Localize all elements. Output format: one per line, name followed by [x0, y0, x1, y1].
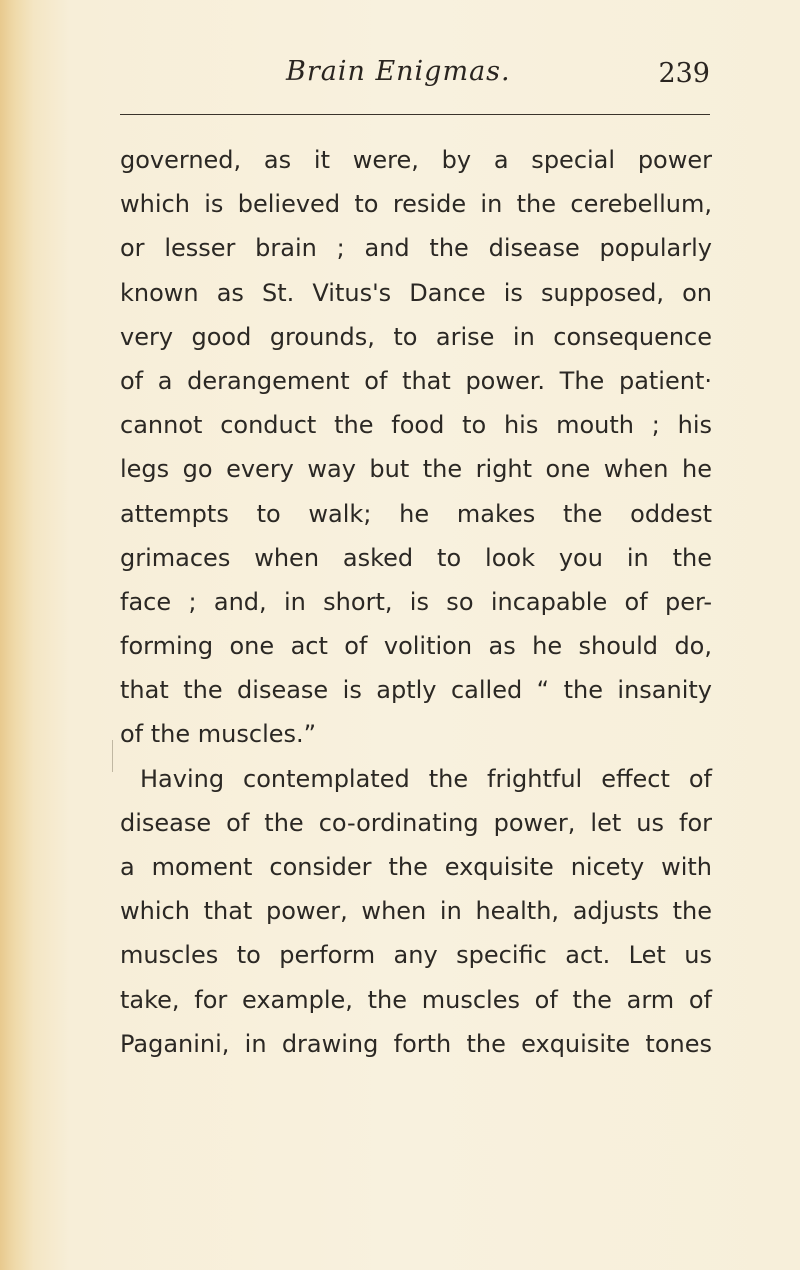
text-line: governed, as it were, by a special power — [120, 146, 712, 174]
text-line: face ; and, in short, is so incapable of per- — [120, 587, 712, 616]
page-number: 239 — [658, 58, 710, 89]
paragraph-end-line: of the muscles.” — [120, 720, 317, 749]
text-line: very good grounds, to arise in consequence — [120, 322, 712, 351]
text-line: known as St. Vitus's Dance is supposed, on — [120, 278, 712, 307]
header-rule — [120, 114, 710, 115]
text-line: muscles to perform any specific act. Let us — [120, 941, 712, 970]
page-header — [120, 50, 710, 100]
text-line: legs go every way but the right one when he — [120, 455, 712, 484]
text-line: which is believed to reside in the cerebellum, — [120, 190, 712, 219]
paragraph-start-line: Having contemplated the frightful effect of — [140, 764, 712, 793]
text-line: or lesser brain ; and the disease popularly — [120, 234, 712, 263]
text-line: Paganini, in drawing forth the exquisite tones — [120, 1029, 712, 1058]
text-line: cannot conduct the food to his mouth ; his — [120, 411, 712, 440]
text-line: of a derangement of that power. The patient· — [120, 366, 712, 395]
body-text — [120, 138, 712, 1066]
text-line: attempts to walk; he makes the oddest — [120, 499, 712, 528]
text-line: that the disease is aptly called “ the insanity — [120, 676, 712, 705]
running-title: Brain Enigmas. — [286, 56, 511, 87]
text-line: which that power, when in health, adjusts the — [120, 897, 712, 926]
text-line: a moment consider the exquisite nicety with — [120, 853, 712, 881]
text-line: forming one act of volition as he should do, — [120, 632, 712, 661]
text-line: take, for example, the muscles of the arm of — [120, 985, 712, 1014]
text-line: grimaces when asked to look you in the — [120, 543, 712, 572]
paper-mark — [112, 740, 113, 772]
text-line: disease of the co-ordinating power, let us for — [120, 808, 712, 837]
